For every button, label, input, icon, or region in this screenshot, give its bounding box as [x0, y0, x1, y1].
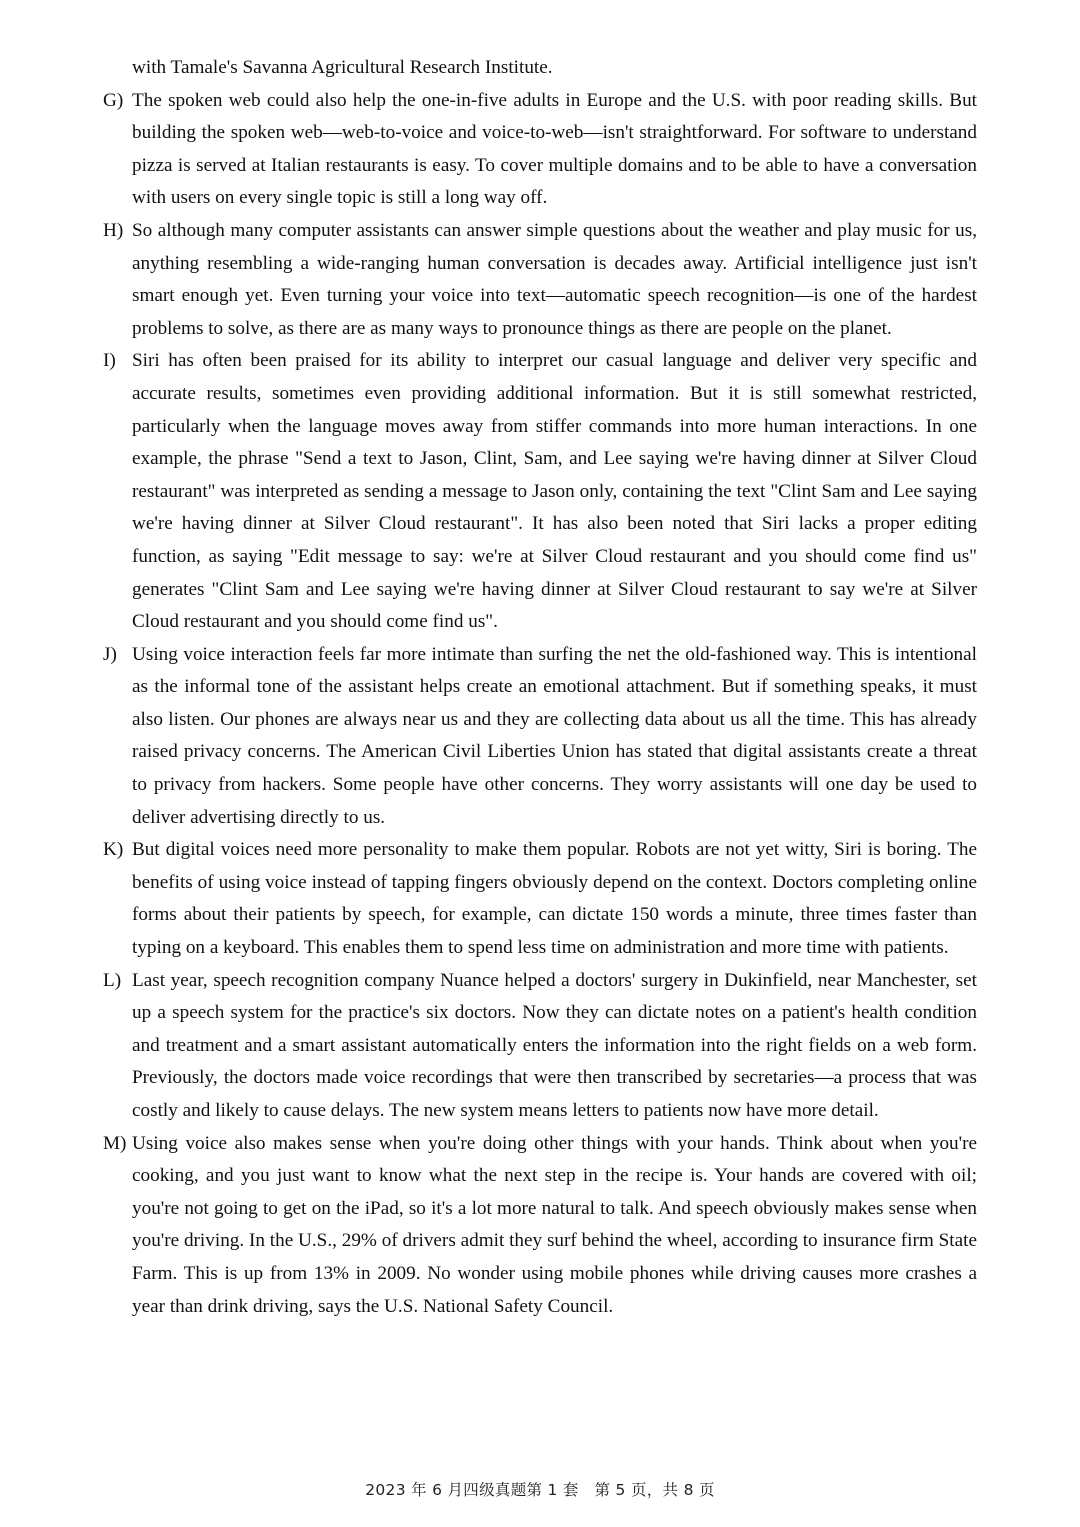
paragraph-text: So although many computer assistants can answer simple questions about the weather and play music for us, anything resembling a wide-ranging human conversation is decades away. Artificial intelligence just isn't smart enough yet. Even turning your voice into text—automatic speech recognition—is one of the hardest problems to solve, as there are as many ways to pronounce things as there are people on the planet. [132, 219, 977, 339]
paragraph-text: with Tamale's Savanna Agricultural Research Institute. [132, 57, 553, 78]
paragraph-label: G) [103, 89, 124, 111]
paragraph-text: Using voice interaction feels far more intimate than surfing the net the old-fashioned way. This is intentional as the informal tone of the assistant helps create an emotional attachment. But if something speaks, it must also listen. Our phones are always near us and they are collecting data about us all the time. This has already raised privacy concerns. The American Civil Liberties Union has stated that digital assistants create a threat to privacy from hackers. Some people have other concerns. They worry assistants will one day be used to deliver advertising directly to us. [132, 643, 977, 828]
paragraph-label: K) [103, 839, 124, 861]
paragraph-k [103, 834, 977, 964]
page-footer: 2023 年 6 月四级真题第 1 套 第 5 页，共 8 页 [365, 1481, 715, 1499]
paragraph-continuation [103, 52, 977, 85]
paragraph-text: Siri has often been praised for its ability to interpret our casual language and deliver very specific and accurate results, sometimes even providing additional information. But it is still somewhat restricted, particularly when the language moves away from stiffer commands into more human interactions. In one example, the phrase "Send a text to Jason, Clint, Sam, and Lee saying we're having dinner at Silver Cloud restaurant" was interpreted as sending a message to Jason only, containing the text "Clint Sam and Lee saying we're having dinner at Silver Cloud restaurant". It has also been noted that Siri lacks a proper editing function, as saying "Edit message to say: we're at Silver Cloud restaurant and you should come find us" generates "Clint Sam and Lee saying we're having dinner at Silver Cloud restaurant to say we're at Silver Cloud restaurant and you should come find us". [132, 350, 977, 633]
paragraph-l [103, 965, 977, 1128]
paragraph-m [103, 1128, 977, 1324]
paragraph-j [103, 639, 977, 835]
paragraph-h [103, 215, 977, 345]
paragraph-g [103, 85, 977, 215]
paragraph-text: Using voice also makes sense when you're doing other things with your hands. Think about when you're cooking, and you just want to know what the next step in the recipe is. Your hands are covered with oil; you're not going to get on the iPad, so it's a lot more natural to talk. And speech obviously makes sense when you're driving. In the U.S., 29% of drivers admit they surf behind the wheel, according to insurance firm State Farm. This is up from 13% in 2009. No wonder using mobile phones while driving causes more crashes a year than drink driving, says the U.S. National Safety Council. [132, 1132, 977, 1317]
paragraph-label: H) [103, 219, 124, 241]
paragraph-text: The spoken web could also help the one-in-five adults in Europe and the U.S. with poor reading skills. But building the spoken web—web-to-voice and voice-to-web—isn't straightforward. For software to understand pizza is served at Italian restaurants is easy. To cover multiple domains and to be able to have a conversation with users on every single topic is still a long way off. [132, 89, 977, 209]
paragraph-label: J) [103, 643, 117, 665]
paragraph-text: But digital voices need more personality to make them popular. Robots are not yet witty, Siri is boring. The benefits of using voice instead of tapping fingers obviously depend on the context. Doctors completing online forms about their patients by speech, for example, can dictate 150 words a minute, three times faster than typing on a keyboard. This enables them to spend less time on administration and more time with patients. [132, 839, 977, 959]
paragraph-text: Last year, speech recognition company Nuance helped a doctors' surgery in Dukinfield, near Manchester, set up a speech system for the practice's six doctors. Now they can dictate notes on a patient's health condition and treatment and a smart assistant automatically enters the information into the right fields on a web form. Previously, the doctors made voice recordings that were then transcribed by secretaries—a process that was costly and likely to cause delays. The new system means letters to patients now have more detail. [132, 969, 977, 1121]
paragraph-label: I) [103, 350, 116, 372]
reading-passage [103, 52, 977, 1323]
paragraph-label: L) [103, 969, 122, 991]
paragraph-label: M) [103, 1132, 127, 1154]
paragraph-i [103, 345, 977, 638]
